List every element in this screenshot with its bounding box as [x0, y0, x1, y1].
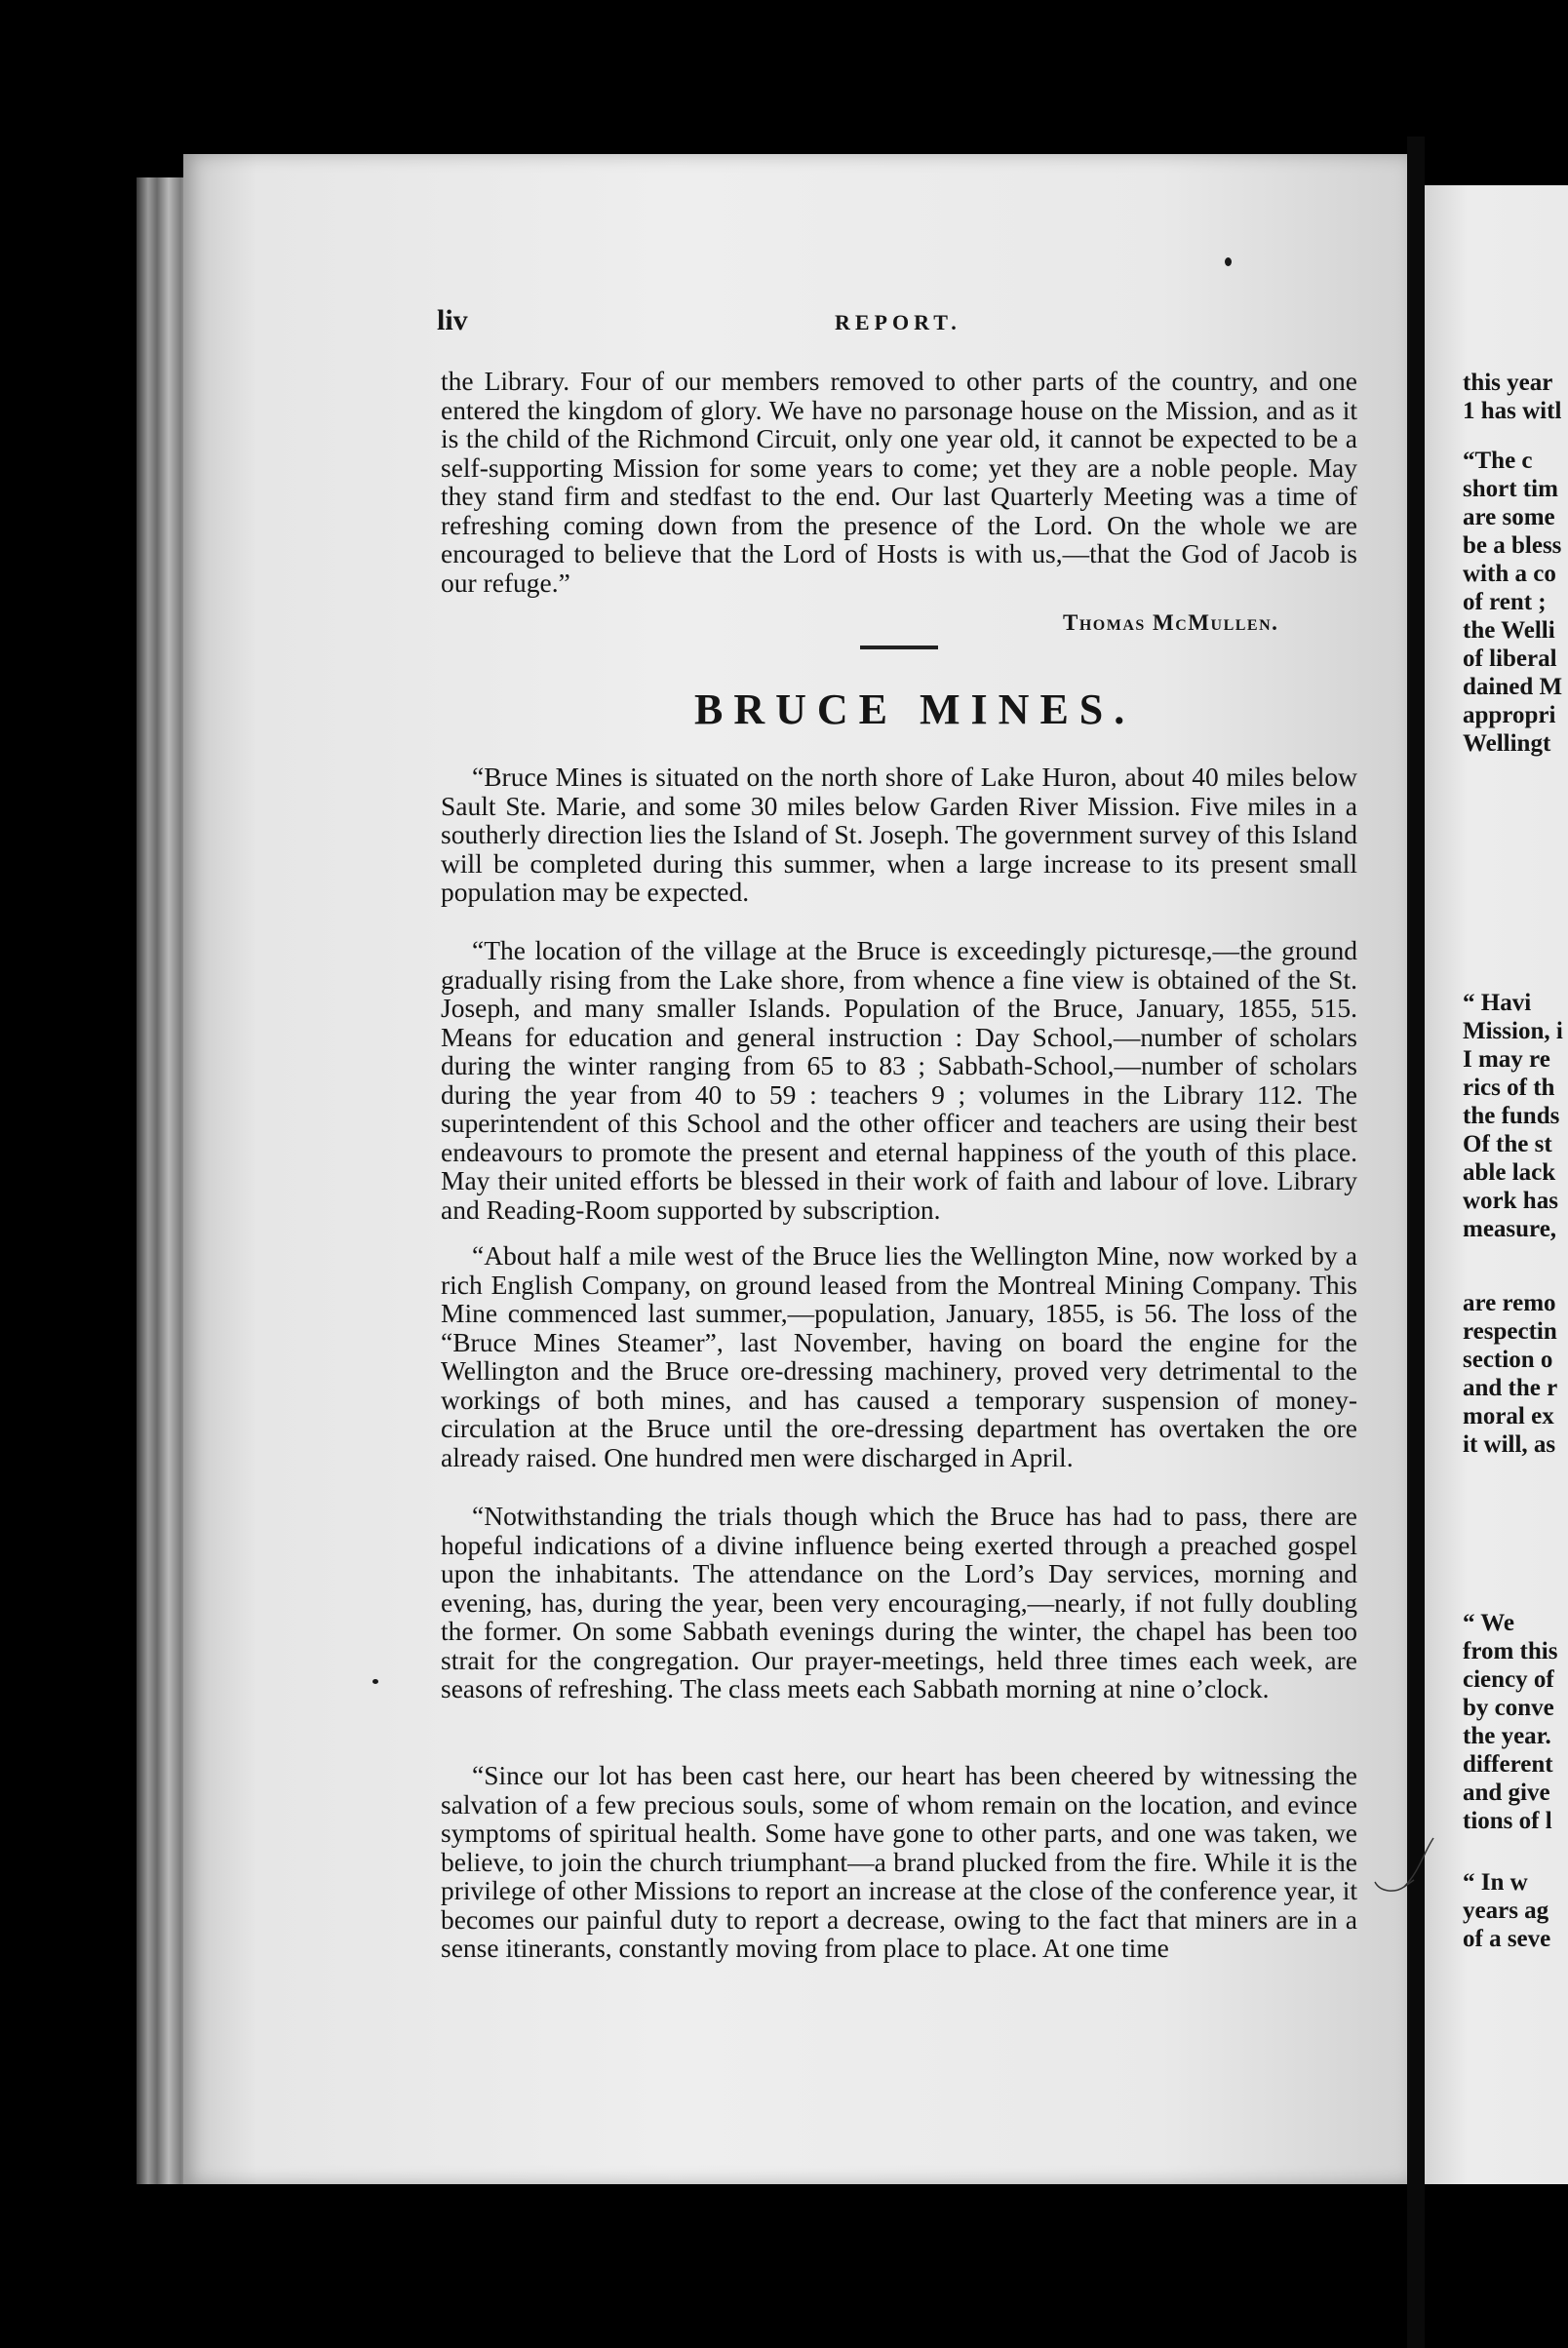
ink-speck [1225, 257, 1232, 266]
book-gutter [1407, 137, 1425, 2348]
fragment-line: years ag [1463, 1898, 1549, 1924]
fragment-line: are some [1463, 504, 1555, 530]
fragment-line: it will, as [1463, 1431, 1556, 1458]
fragment-line: with a co [1463, 561, 1556, 587]
fragment-line: are remo [1463, 1290, 1556, 1316]
fragment-line: appropri [1463, 702, 1556, 728]
fragment-line: Of the st [1463, 1131, 1552, 1157]
paragraph [441, 1241, 1357, 1471]
paragraph-text: “Since our lot has been cast here, our heart has been cheered by witnessing the salvation of a few precious souls, some of whom remain on the location, and evince symptoms of spiritual health. Some have gone to other parts, and one was taken, we believe, to join the church triumphant—a brand plucked from the fire. While it is the privilege of other Missions to report an increase at the close of the conference year, it becomes our painful duty to report a decrease, owing to the fact that miners are in a sense itinerants, constantly moving from place to place. At one time [441, 1760, 1357, 1963]
paragraph [441, 1761, 1357, 1963]
fragment-line: and the r [1463, 1375, 1558, 1401]
paragraph-text: “About half a mile west of the Bruce lies the Wellington Mine, now worked by a rich English Company, on ground leased from the Montreal Mining Company. This Mine commenced last summer,—population, January, 1855, is 56. The loss of the “Bruce Mines Steamer”, last November, having on board the engine for the Wellington and the Bruce ore-dressing machinery, proved very detrimental to the workings of both mines, and has caused a temporary suspension of money-circulation at the Bruce until the ore-dressing department has overtaken the ore already raised. One hundred men were discharged in April. [441, 1240, 1357, 1472]
ink-speck [372, 1679, 378, 1684]
fragment-line: “ We [1463, 1610, 1515, 1636]
fragment-line: “ In w [1463, 1869, 1528, 1896]
fragment-line: of liberal [1463, 646, 1557, 672]
fragment-line: of rent ; [1463, 589, 1547, 615]
page-header [437, 304, 1431, 343]
fragment-line: “ Havi [1463, 990, 1532, 1016]
fragment-line: work has [1463, 1188, 1558, 1214]
section-title: BRUCE MINES. [694, 685, 1136, 733]
fragment-line: tions of l [1463, 1808, 1552, 1834]
fragment-line: different [1463, 1751, 1553, 1778]
paragraph [441, 1502, 1357, 1703]
intro-paragraph [441, 367, 1357, 597]
pencil-mark [1365, 1833, 1443, 1901]
fragment-line: of a seve [1463, 1926, 1551, 1952]
right-page-fragment [1463, 1868, 1550, 1953]
right-page-fragment [1463, 989, 1563, 1243]
fragment-line: the Welli [1463, 617, 1555, 644]
fragment-line: rics of th [1463, 1075, 1555, 1101]
fragment-line: dained M [1463, 674, 1563, 700]
fragment-line: 1 has witl [1463, 398, 1562, 424]
paragraph [441, 763, 1357, 907]
fragment-line: and give [1463, 1780, 1550, 1806]
fragment-line: ciency of [1463, 1666, 1554, 1693]
fragment-line: measure, [1463, 1216, 1557, 1242]
fragment-line: this year [1463, 370, 1553, 396]
fragment-line: short tim [1463, 476, 1558, 502]
right-page-fragment [1463, 369, 1561, 425]
paragraph-text: “The location of the village at the Bruce is exceedingly picturesqe,—the ground gradually rising from the Lake shore, from whence a fine view is obtained of the St. Joseph, and many smaller Islands. Population of the Bruce, January, 1855, 515. Means for education and general instruction : Day School,—number of scholars during the winter ranging from 65 to 83 ; Sabbath-School,—number of scholars during the year from 40 to 59 : teachers 9 ; volumes in the Library 112. The superintendent of this School and the other officer and teachers are using their best endeavours to promote the present and eternal happiness of the youth of this place. May their united efforts be blessed in their work of faith and labour of love. Library and Reading-Room supported by subscription. [441, 935, 1357, 1225]
fragment-line: by conve [1463, 1695, 1554, 1721]
fragment-line: be a bless [1463, 532, 1562, 559]
fragment-line: “The c [1463, 448, 1533, 474]
right-page-fragment [1463, 447, 1562, 758]
fragment-line: the year. [1463, 1723, 1551, 1749]
fragment-line: respectin [1463, 1318, 1557, 1345]
fragment-line: Mission, i [1463, 1018, 1563, 1044]
page-number: liv [437, 304, 468, 336]
running-head: REPORT. [835, 310, 961, 334]
fragment-line: the funds [1463, 1103, 1560, 1129]
fragment-line: from this [1463, 1638, 1558, 1664]
paragraph [441, 936, 1357, 1224]
fragment-line: section o [1463, 1347, 1553, 1373]
fragment-line: I may re [1463, 1046, 1550, 1073]
right-page-fragment [1463, 1609, 1557, 1835]
right-page-fragment [1463, 1289, 1557, 1459]
section-divider [860, 646, 938, 649]
signature: Thomas McMullen. [1063, 610, 1279, 635]
fragment-line: moral ex [1463, 1403, 1554, 1429]
fragment-line: able lack [1463, 1159, 1556, 1186]
intro-text: the Library. Four of our members removed to other parts of the country, and one entered the kingdom of glory. We have no parsonage house on the Mission, and as it is the child of the Richmond Circuit, only one year old, it cannot be expected to be a self-supporting Mission for some years to come; yet they are a noble people. May they stand firm and stedfast to the end. Our last Quarterly Meeting was a time of refreshing coming down from the presence of the Lord. On the whole we are encouraged to believe that the Lord of Hosts is with us,—that the God of Jacob is our refuge.” [441, 366, 1357, 598]
fragment-line: Wellingt [1463, 730, 1551, 757]
paragraph-text: “Bruce Mines is situated on the north shore of Lake Huron, about 40 miles below Sault Ste. Marie, and some 30 miles below Garden River Mission. Five miles in a southerly direction lies the Island of St. Joseph. The government survey of this Island will be completed during this summer, when a large increase to its present small population may be expected. [441, 762, 1357, 907]
paragraph-text: “Notwithstanding the trials though which the Bruce has had to pass, there are hopeful indications of a divine influence being exerted through a preached gospel upon the inhabitants. The attendance on the Lord’s Day services, morning and evening, has, during the year, been very encouraging,—nearly, if not fully doubling the former. On some Sabbath evenings during the winter, the chapel has been too strait for the congregation. Our prayer-meetings, held three times each week, are seasons of refreshing. The class meets each Sabbath morning at nine o’clock. [441, 1501, 1357, 1703]
